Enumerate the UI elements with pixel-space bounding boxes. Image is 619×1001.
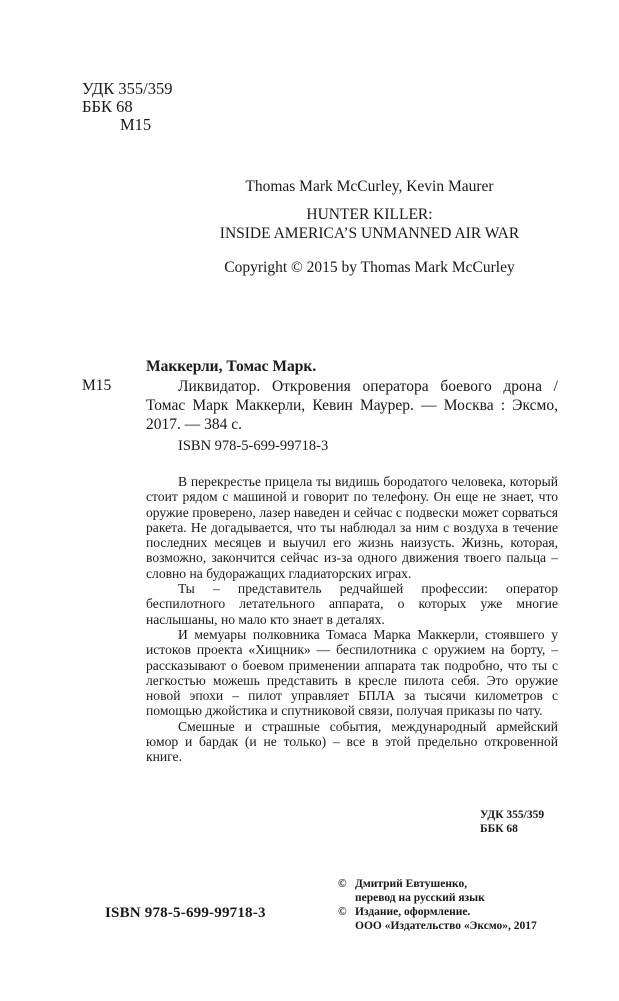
udk-code: УДК 355/359 (82, 79, 173, 98)
original-authors: Thomas Mark McCurley, Kevin Maurer (245, 178, 494, 195)
bbk-code: ББК 68 (82, 97, 133, 116)
copyright-line: Дмитрий Евтушенко, (355, 878, 468, 890)
copyright-icon: © (338, 878, 347, 890)
copyright-notices (338, 877, 537, 933)
classification-codes (82, 80, 172, 134)
copyright-line: ООО «Издательство «Эксмо», 2017 (355, 920, 537, 932)
footer-classification (480, 808, 544, 836)
copyright-notice (338, 905, 537, 933)
annotation-paragraph: Ты – представитель редчайшей профессии: оператор беспилотного летательного аппарата, о которых уже многие наслышаны, но мало кто знает в деталях. (146, 581, 558, 627)
annotation-paragraph: Смешные и страшные события, международный армейский юмор и бардак (и не только) – все в этой предельно откровенной книге. (146, 718, 558, 765)
bibliographic-description: Ликвидатор. Откровения оператора боевого дрона / Томас Марк Маккерли, Кевин Маурер. — Москва : Эксмо, 2017. — 384 с. (146, 378, 558, 433)
copyright-line: перевод на русский язык (355, 892, 485, 904)
copyright-line: Издание, оформление. (355, 906, 471, 918)
footer-bbk: ББК 68 (480, 823, 518, 835)
annotation-paragraph: И мемуары полковника Томаса Марка Маккерли, стоявшего у истоков проекта «Хищник» — беспилотника с оружием на борту, – рассказывают о боевом применении аппарата так подробно, что ты с легкостью можешь представить в кресле пилота себя. Это оружие новой эпохи – пилот управляет БПЛА за тысячи километров с помощью джойстика и спутниковой связи, получая приказы по чату. (146, 626, 558, 719)
bibliographic-author-mark: М15 (82, 377, 112, 394)
bibliographic-isbn: ISBN 978-5-699-99718-3 (178, 438, 329, 454)
footer-udk: УДК 355/359 (480, 809, 545, 821)
bibliographic-heading: Маккерли, Томас Марк. (146, 358, 317, 375)
annotation (146, 474, 558, 765)
original-copyright: Copyright © 2015 by Thomas Mark McCurley (224, 259, 515, 276)
author-mark: М15 (120, 115, 152, 134)
copyright-notice (338, 877, 537, 905)
original-title (0, 205, 619, 243)
copyright-icon: © (338, 906, 347, 918)
footer-isbn: ISBN 978-5-699-99718-3 (105, 905, 266, 921)
original-title-line1: HUNTER KILLER: (306, 206, 433, 223)
original-title-line2: INSIDE AMERICA’S UNMANNED AIR WAR (219, 225, 520, 242)
annotation-paragraph: В перекрестье прицела ты видишь бородатого человека, который стоит рядом с машиной и говорит по телефону. Он еще не знает, что оружие проверено, лазер наведен и сейчас с подвески может сорваться ракета. Не догадывается, что ты наблюдал за ним с воздуха в течение последних месяцев и выучил его жизнь наизусть. Жизнь, которая, возможно, закончится сейчас из-за одного движения твоего пальца – словно на будоражащих гладиаторских играх. (146, 474, 558, 581)
